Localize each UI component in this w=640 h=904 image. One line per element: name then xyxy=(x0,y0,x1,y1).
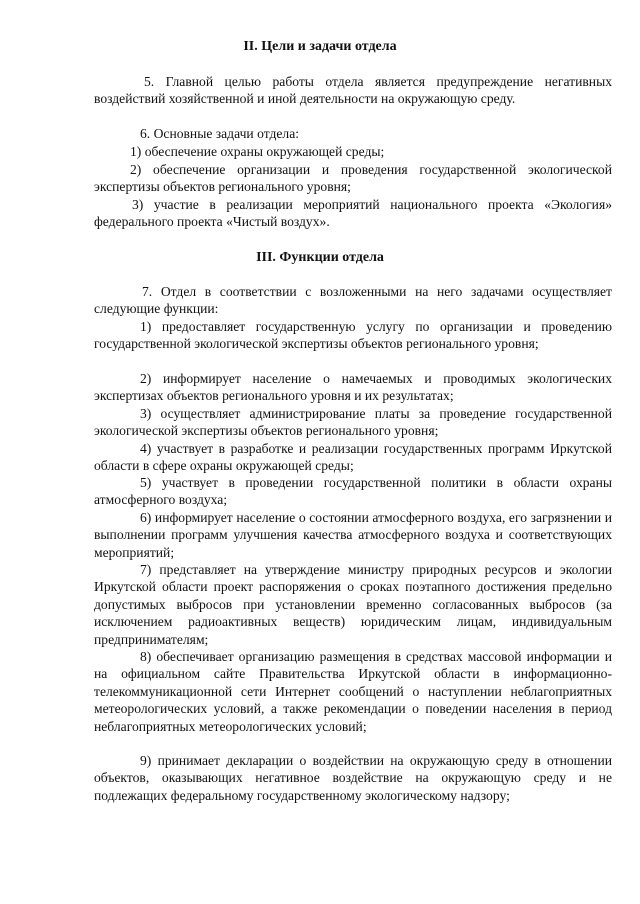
function-8: 8) обеспечивает организацию размещения в средствах массовой информации и на официальном сайте Правительства Иркутской области в информационно-телекоммуникационной сети Интернет сообщений о наступлении неблагоприятных метеорологических условий, а также рекомендации о поведении населения в период неблагоприятных метеорологических условий; xyxy=(94,649,612,734)
task-2: 2) обеспечение организации и проведения государственной экологической экспертизы объектов регионального уровня; xyxy=(94,162,612,195)
function-3: 3) осуществляет администрирование платы за проведение государственной экологической экспертизы объектов регионального уровня; xyxy=(94,406,612,439)
function-2: 2) информирует население о намечаемых и проводимых экологических экспертизах объектов регионального уровня и их результатах; xyxy=(94,371,612,404)
paragraph-6: 6. Основные задачи отдела: xyxy=(140,126,300,141)
section-heading-functions: III. Функции отдела xyxy=(256,250,384,265)
function-6: 6) информирует население о состоянии атмосферного воздуха, его загрязнении и выполнении программ улучшения качества атмосферного воздуха и соответствующих мероприятий; xyxy=(94,510,612,560)
task-1: 1) обеспечение охраны окружающей среды; xyxy=(130,144,385,159)
function-5: 5) участвует в проведении государственной политики в области охраны атмосферного воздуха; xyxy=(94,475,612,508)
task-3: 3) участие в реализации мероприятий национального проекта «Экология» федерального проекта «Чистый воздух». xyxy=(94,197,612,230)
function-9: 9) принимает декларации о воздействии на окружающую среду в отношении объектов, оказывающих негативное воздействие на окружающую среду и не подлежащих федеральному государственному экологическому надзору; xyxy=(94,753,612,803)
section-heading-goals: II. Цели и задачи отдела xyxy=(243,39,397,54)
function-1: 1) предоставляет государственную услугу по организации и проведению государственной экологической экспертизы объектов регионального уровня; xyxy=(94,319,612,352)
paragraph-5: 5. Главной целью работы отдела является предупреждение негативных воздействий хозяйственной и иной деятельности на окружающую среду. xyxy=(94,74,612,107)
paragraph-7: 7. Отдел в соответствии с возложенными на него задачами осуществляет следующие функции: xyxy=(94,284,612,317)
function-4: 4) участвует в разработке и реализации государственных программ Иркутской области в сфере охраны окружающей среды; xyxy=(94,441,612,474)
function-7: 7) представляет на утверждение министру природных ресурсов и экологии Иркутской области проект распоряжения о сроках поэтапного достижения предельно допустимых выбросов при установлении временно согласованных выбросов (за исключением радиоактивных веществ) юридическим лицам, индивидуальным предпринимателям; xyxy=(94,562,612,647)
